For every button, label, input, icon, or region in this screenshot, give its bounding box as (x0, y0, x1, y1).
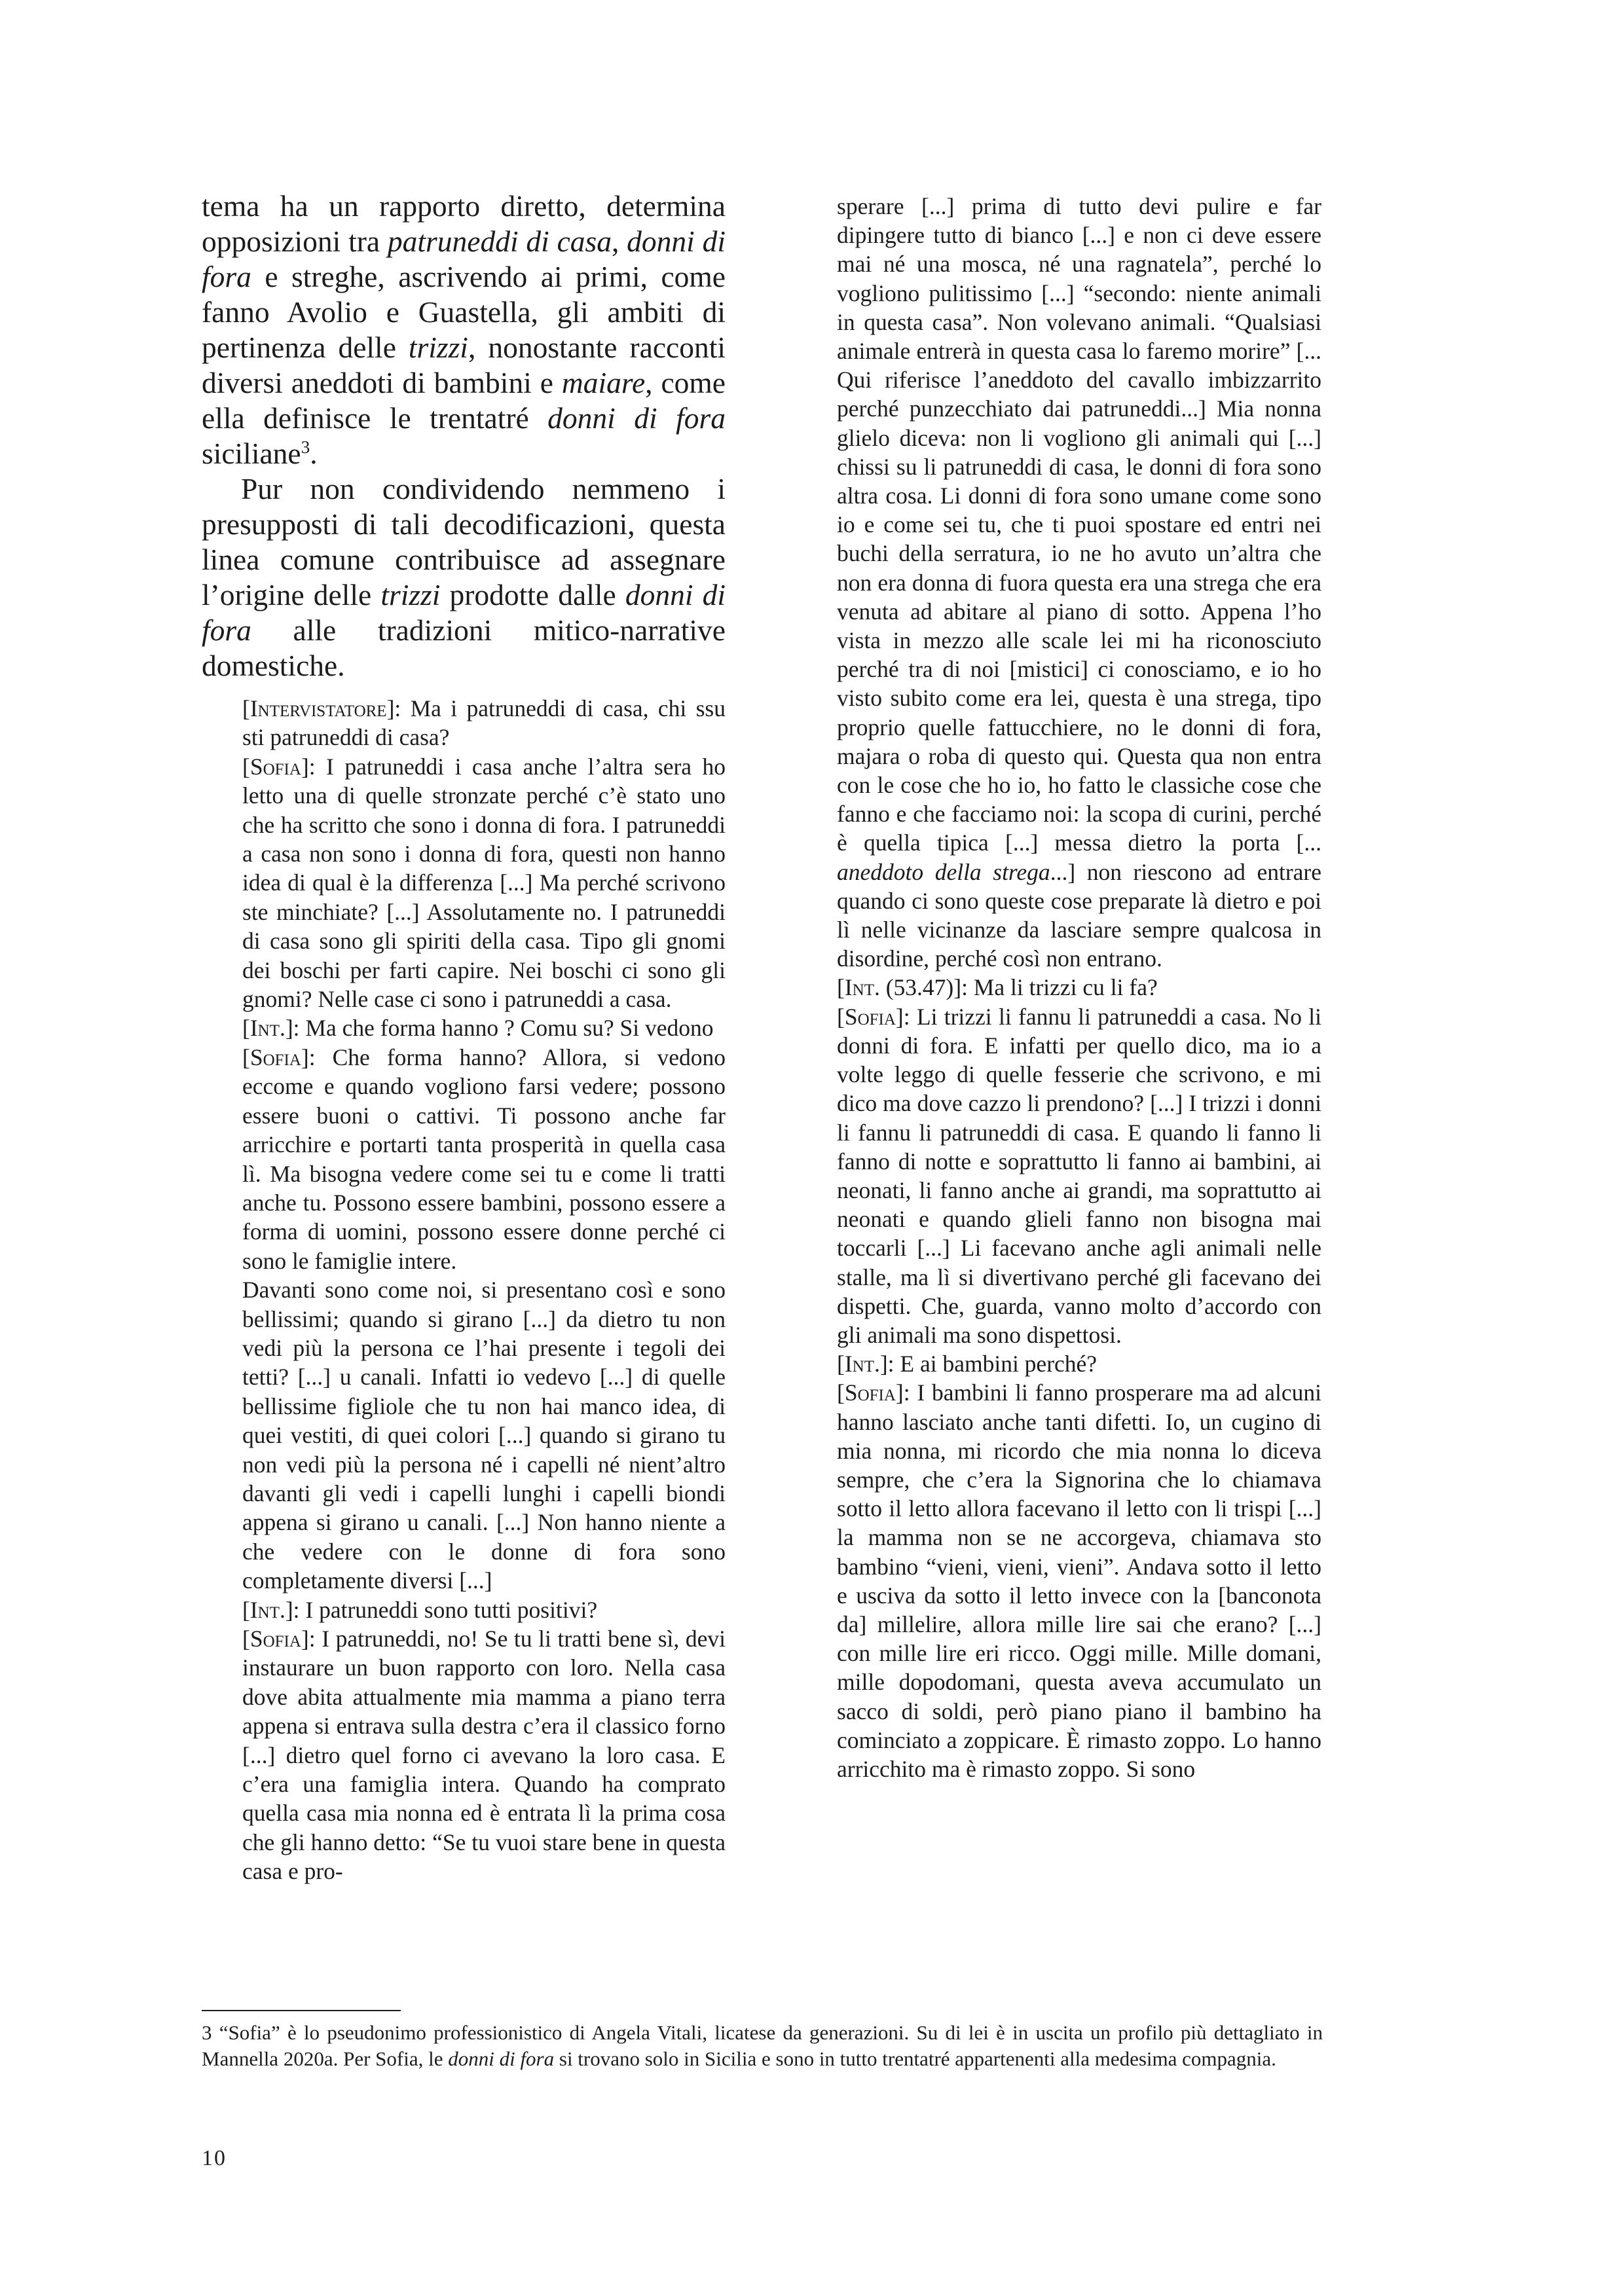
interview-transcript-right (837, 192, 1321, 1783)
speaker-label: [Sofia] (242, 753, 309, 780)
speaker-label: [Sofia] (837, 1379, 904, 1406)
speaker-label: [Sofia] (242, 1044, 309, 1070)
footnote-number: 3 (202, 2021, 212, 2044)
speaker-label: [Int.] (242, 1596, 293, 1623)
dialogue-turn: [Sofia]: I bambini li fanno prosperare ma ad alcuni hanno lasciato anche tanti difetti. Io, un cugino di mia nonna, mi ricordo che mia nonna lo diceva sempre, che c’era la Signorina che lo chiamava sotto il letto allora facevano il letto con li trispi [...] la mamma non se ne accorgeva, chiamava sto bambino “vieni, vieni, vieni”. Andava sotto il letto e usciva da sotto il letto invece con la [banconota da] millelire, allora mille lire sai che erano? [...] con mille lire eri ricco. Oggi mille. Mille domani, mille dopodomani, questa aveva accumulato un sacco di soldi, però piano piano il bambino ha cominciato a zoppicare. È rimasto zoppo. Lo hanno arricchito ma è rimasto zoppo. Si sono (837, 1379, 1321, 1782)
dialogue-turn: [Sofia]: Li trizzi li fannu li patruneddi a casa. No li donni di fora. E infatti per quello dico, ma io a volte leggo di quelle fesserie che scrivono, e mi dico ma dove cazzo li prendono? [...] I trizzi i donni li fannu li patruneddi di casa. E quando li fanno li fanno di notte e soprattutto li fanno ai bambini, ai neonati, li fanno anche ai grandi, ma soprattutto ai neonati e quando glieli fanno non bisogna mai toccarli [...] Li facevano anche agli animali nelle stalle, ma lì si divertivano perché gli facevano dei dispetti. Che, guarda, vanno molto d’accordo con gli animali ma sono dispettosi. (837, 1003, 1321, 1348)
intro-paragraph-2: Pur non condividendo nemmeno i presupposti di tali decodificazioni, questa linea comune contribuisce ad assegnare l’origine delle trizzi prodotte dalle donni di fora alle tradizioni mitico-narrative domestiche. (202, 472, 726, 682)
dialogue-turn: [Int.]: I patruneddi sono tutti positivi? (242, 1596, 598, 1623)
footnote-divider (202, 2010, 401, 2011)
intro-text (202, 189, 726, 683)
dialogue-continuation: Davanti sono come noi, si presentano così e sono bellissimi; quando si girano [...] da dietro tu non vedi più la persona ce l’hai presente i tegoli dei tetti? [...] u canali. Infatti io vedevo [...] di quelle bellissime figliole che tu non hai manco idea, di quei vestiti, di quei colori [...] quando si girano tu non vedi più la persona né i capelli né nient’altro davanti gli vedi i capelli lunghi i capelli biondi appena si girano u canali. [...] Non hanno niente a che vedere con le donne di fora sono completamente diversi [...] (242, 1277, 726, 1594)
dialogue-turn: [Int.]: Ma che forma hanno ? Comu su? Si vedono (242, 1015, 714, 1042)
dialogue-turn: [Sofia]: Che forma hanno? Allora, si vedono eccome e quando vogliono farsi vedere; possono essere buoni o cattivi. Ti possono anche far arricchire e portarti tanta prosperità in quella casa lì. Ma bisogna vedere come sei tu e come li tratti anche tu. Possono essere bambini, possono essere a forma di uomini, possono essere donne perché ci sono le famiglie intere. (242, 1044, 726, 1274)
speaker-label: [Sofia] (837, 1003, 904, 1030)
intro-paragraph-1: tema ha un rapporto diretto, determina opposizioni tra patruneddi di casa, donni di fora e streghe, ascrivendo ai primi, come fanno Avolio e Guastella, gli ambiti di pertinenza delle trizzi, nonostante racconti diversi aneddoti di bambini e maiare, come ella definisce le trentatré donni di fora siciliane$^3$. (202, 189, 726, 470)
footnote-reference[interactable]: 3 (301, 437, 310, 457)
footnote: 3 “Sofia” è lo pseudonimo professionistico di Angela Vitali, licatese da generazioni. Su di lei è in uscita un profilo più dettagliato in Mannella 2020a. Per Sofia, le donni di fora si trovano solo in Sicilia e sono in tutto trentatré appartenenti alla medesima compagnia. (202, 2021, 1323, 2070)
speaker-label: [Sofia] (242, 1626, 309, 1652)
dialogue-turn: [Int. (53.47)]: Ma li trizzi cu li fa? (837, 974, 1158, 1001)
interview-transcript-left (242, 694, 726, 1886)
dialogue-turn: [Intervistatore]: Ma i patruneddi di casa, chi ssu sti patruneddi di casa? (242, 695, 726, 751)
speaker-label: [Int.] (837, 1351, 888, 1377)
speaker-label: [Intervistatore] (242, 695, 395, 721)
speaker-label: [Int. (53.47)] (837, 974, 962, 1001)
page-number: 10 (202, 2146, 227, 2170)
dialogue-turn: [Sofia]: I patruneddi i casa anche l’altra sera ho letto una di quelle stronzate perché c’è stato uno che ha scritto che sono i donna di fora. I patruneddi a casa non sono i donna di fora, questi non hanno idea di qual è la differenza [...] Ma perché scrivono ste minchiate? [...] Assolutamente no. I patruneddi di casa sono gli spiriti della casa. Tipo gli gnomi dei boschi per farti capire. Nei boschi ci sono gli gnomi? Nelle case ci sono i patruneddi a casa. (242, 753, 726, 1013)
dialogue-turn: [Int.]: E ai bambini perché? (837, 1351, 1098, 1377)
speaker-label: [Int.] (242, 1015, 293, 1042)
dialogue-continuation: sperare [...] prima di tutto devi pulire e far dipingere tutto di bianco [...] e non ci deve essere mai né una mosca, né una ragnatela”, perché lo vogliono pulitissimo [...] “secondo: niente animali in questa casa”. Non volevano animali. “Qualsiasi animale entrerà in questa casa lo faremo morire” [... Qui riferisce l’aneddoto del cavallo imbizzarrito perché punzecchiato dai patruneddi...] Mia nonna glielo diceva: non li vogliono gli animali qui [...] chissi su li patruneddi di casa, le donni di fora sono altra cosa. Li donni di fora sono umane come sono io e come sei tu, che ti puoi spostare ed entri nei buchi della serratura, io ne ho avuto un’altra che non era donna di fuora questa era una strega che era venuta ad abitare al piano di sotto. Appena l’ho vista in mezzo alle scale lei mi ha riconosciuto perché tra di noi [mistici] ci conosciamo, e io ho visto subito come era lei, questa è una strega, tipo proprio quelle fattucchiere, no le donni di fora, majara o roba di questo qui. Questa qua non entra con le cose che ho io, ho fatto le classiche cose che fanno e che facciamo noi: la scopa di curini, perché è quella tipica [...] messa dietro la porta [... aneddoto della strega...] non riescono ad entrare quando ci sono queste cose preparate là dietro e poi lì nelle vicinanze da lasciare sempre qualcosa in disordine, perché così non entrano. (837, 193, 1321, 972)
dialogue-turn: [Sofia]: I patruneddi, no! Se tu li tratti bene sì, devi instaurare un buon rapporto con loro. Nella casa dove abita attualmente mia mamma a piano terra appena si entrava sulla destra c’era il classico forno [...] dietro quel forno ci avevano la loro casa. E c’era una famiglia intera. Quando ha comprato quella casa mia nonna ed è entrata lì la prima cosa che gli hanno detto: “Se tu vuoi stare bene in questa casa e pro- (242, 1626, 726, 1885)
